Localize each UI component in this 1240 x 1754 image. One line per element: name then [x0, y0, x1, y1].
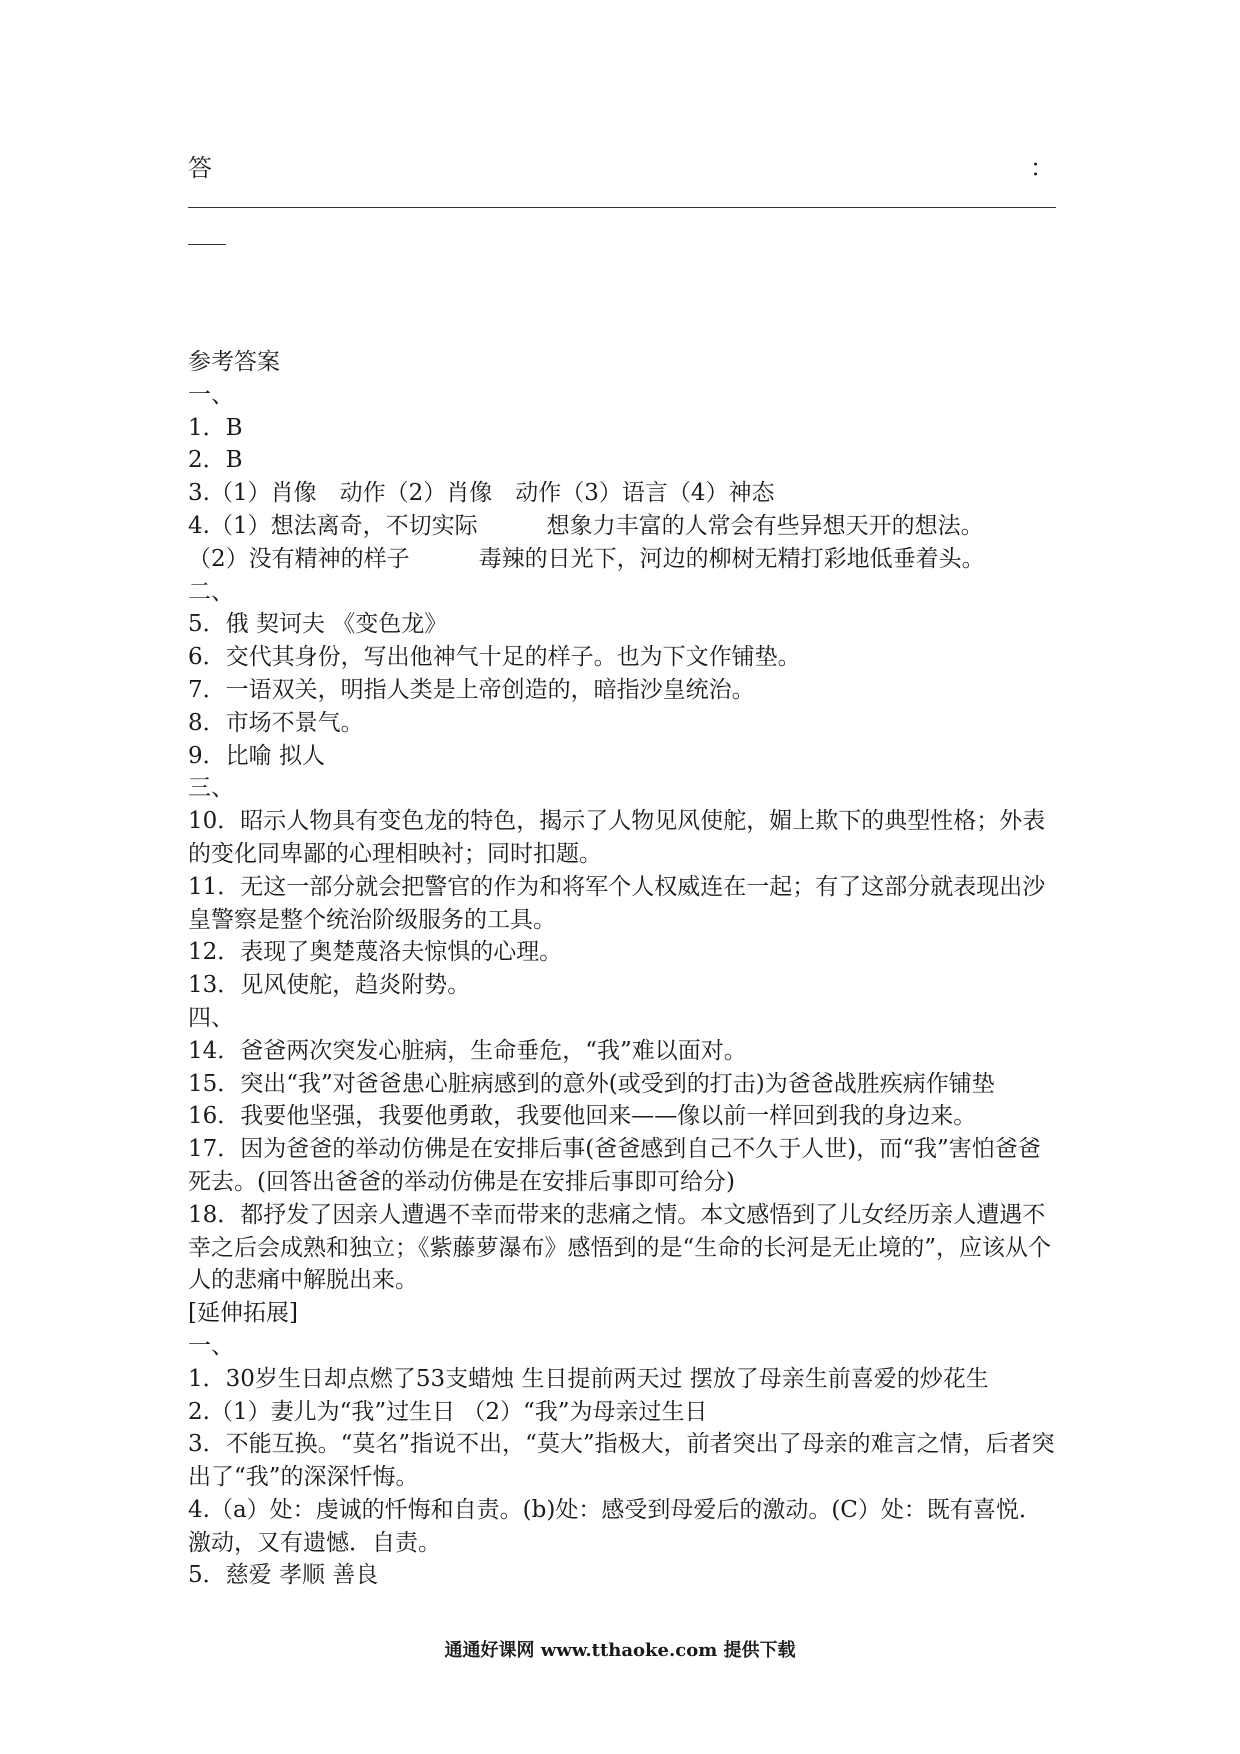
footer-credit: 通通好课网 www.tthaoke.com 提供下载: [444, 1640, 796, 1661]
answer-line: 3．不能互换。“莫名”指说不出，“莫大”指极大，前者突出了母亲的难言之情，后者突出了“我”的深深忏悔。: [188, 1431, 1055, 1491]
answer-line: 5．慈爱 孝顺 善良: [188, 1562, 379, 1589]
answer-line: 4.（a）处：虔诚的忏悔和自责。(b)处：感受到母爱后的激动。(C）处：既有喜悦．激动，又有遗憾．自责。: [188, 1496, 1042, 1556]
answer-line: 13．见风使舵，趋炎附势。: [188, 972, 471, 999]
answer-line: 2.（1）妻儿为“我”过生日 （2）“我”为母亲过生日: [188, 1398, 708, 1425]
answer-line: 1．B: [188, 414, 243, 441]
answer-line: 17．因为爸爸的举动仿佛是在安排后事(爸爸感到自己不久于人世)，而“我”害怕爸爸死去。(回答出爸爸的举动仿佛是在安排后事即可给分): [188, 1136, 1041, 1195]
answer-line: 2．B: [188, 447, 243, 474]
answer-line: 7．一语双关，明指人类是上帝创造的，暗指沙皇统治。: [188, 676, 755, 703]
answer-line: 一、: [188, 381, 234, 408]
answer-colon: ：: [1030, 154, 1054, 182]
answer-line: （2）没有精神的样子 毒辣的日光下，河边的柳树无精打彩地低垂着头。: [188, 545, 985, 572]
answer-line: 15．突出“我”对爸爸患心脏病感到的意外(或受到的打击)为爸爸战胜疾病作铺垫: [188, 1070, 995, 1097]
answer-line: 三、: [188, 775, 234, 802]
answer-line: 4.（1）想法离奇，不切实际 想象力丰富的人常会有些异想天开的想法。: [188, 512, 984, 539]
answer-line: 1．30岁生日却点燃了53支蜡烛 生日提前两天过 摆放了母亲生前喜爱的炒花生: [188, 1365, 989, 1392]
answer-list: [188, 379, 1058, 1592]
answer-line: 8．市场不景气。: [188, 709, 364, 736]
answer-line: 二、: [188, 578, 234, 605]
answer-line: 16．我要他坚强，我要他勇敢，我要他回来——像以前一样回到我的身边来。: [188, 1103, 977, 1130]
answer-line: 9．比喻 拟人: [188, 742, 325, 769]
answer-blank-line: [188, 207, 1056, 208]
answer-line: 5．俄 契诃夫 《变色龙》: [188, 611, 448, 638]
answer-line: 6．交代其身份，写出他神气十足的样子。也为下文作铺垫。: [188, 644, 801, 671]
answer-key: [188, 346, 1058, 1592]
answer-line: 18．都抒发了因亲人遭遇不幸而带来的悲痛之情。本文感悟到了儿女经历亲人遭遇不幸之后会成熟和独立；《紫藤萝瀑布》感悟到的是“生命的长河是无止境的”，应该从个人的悲痛中解脱出来。: [188, 1201, 1052, 1294]
answer-label: 答: [188, 154, 212, 182]
answer-line: [延伸拓展]: [188, 1300, 298, 1327]
answer-line: 10．昭示人物具有变色龙的特色，揭示了人物见风使舵，媚上欺下的典型性格；外表的变化同卑鄙的心理相映衬；同时扣题。: [188, 808, 1046, 867]
answer-line: 14．爸爸两次突发心脏病，生命垂危，“我”难以面对。: [188, 1037, 747, 1064]
answer-line: 3.（1）肖像 动作（2）肖像 动作（3）语言（4）神态: [188, 480, 775, 507]
answer-prompt: [188, 148, 1058, 188]
answer-line: 12．表现了奥楚蔑洛夫惊惧的心理。: [188, 939, 563, 966]
answer-line: 一、: [188, 1332, 234, 1359]
answer-blank-line-continued: [188, 244, 226, 245]
section-title: 参考答案: [188, 349, 280, 375]
answer-line: 四、: [188, 1004, 234, 1031]
answer-line: 11．无这一部分就会把警官的作为和将军个人权威连在一起；有了这部分就表现出沙皇警察是整个统治阶级服务的工具。: [188, 873, 1046, 933]
